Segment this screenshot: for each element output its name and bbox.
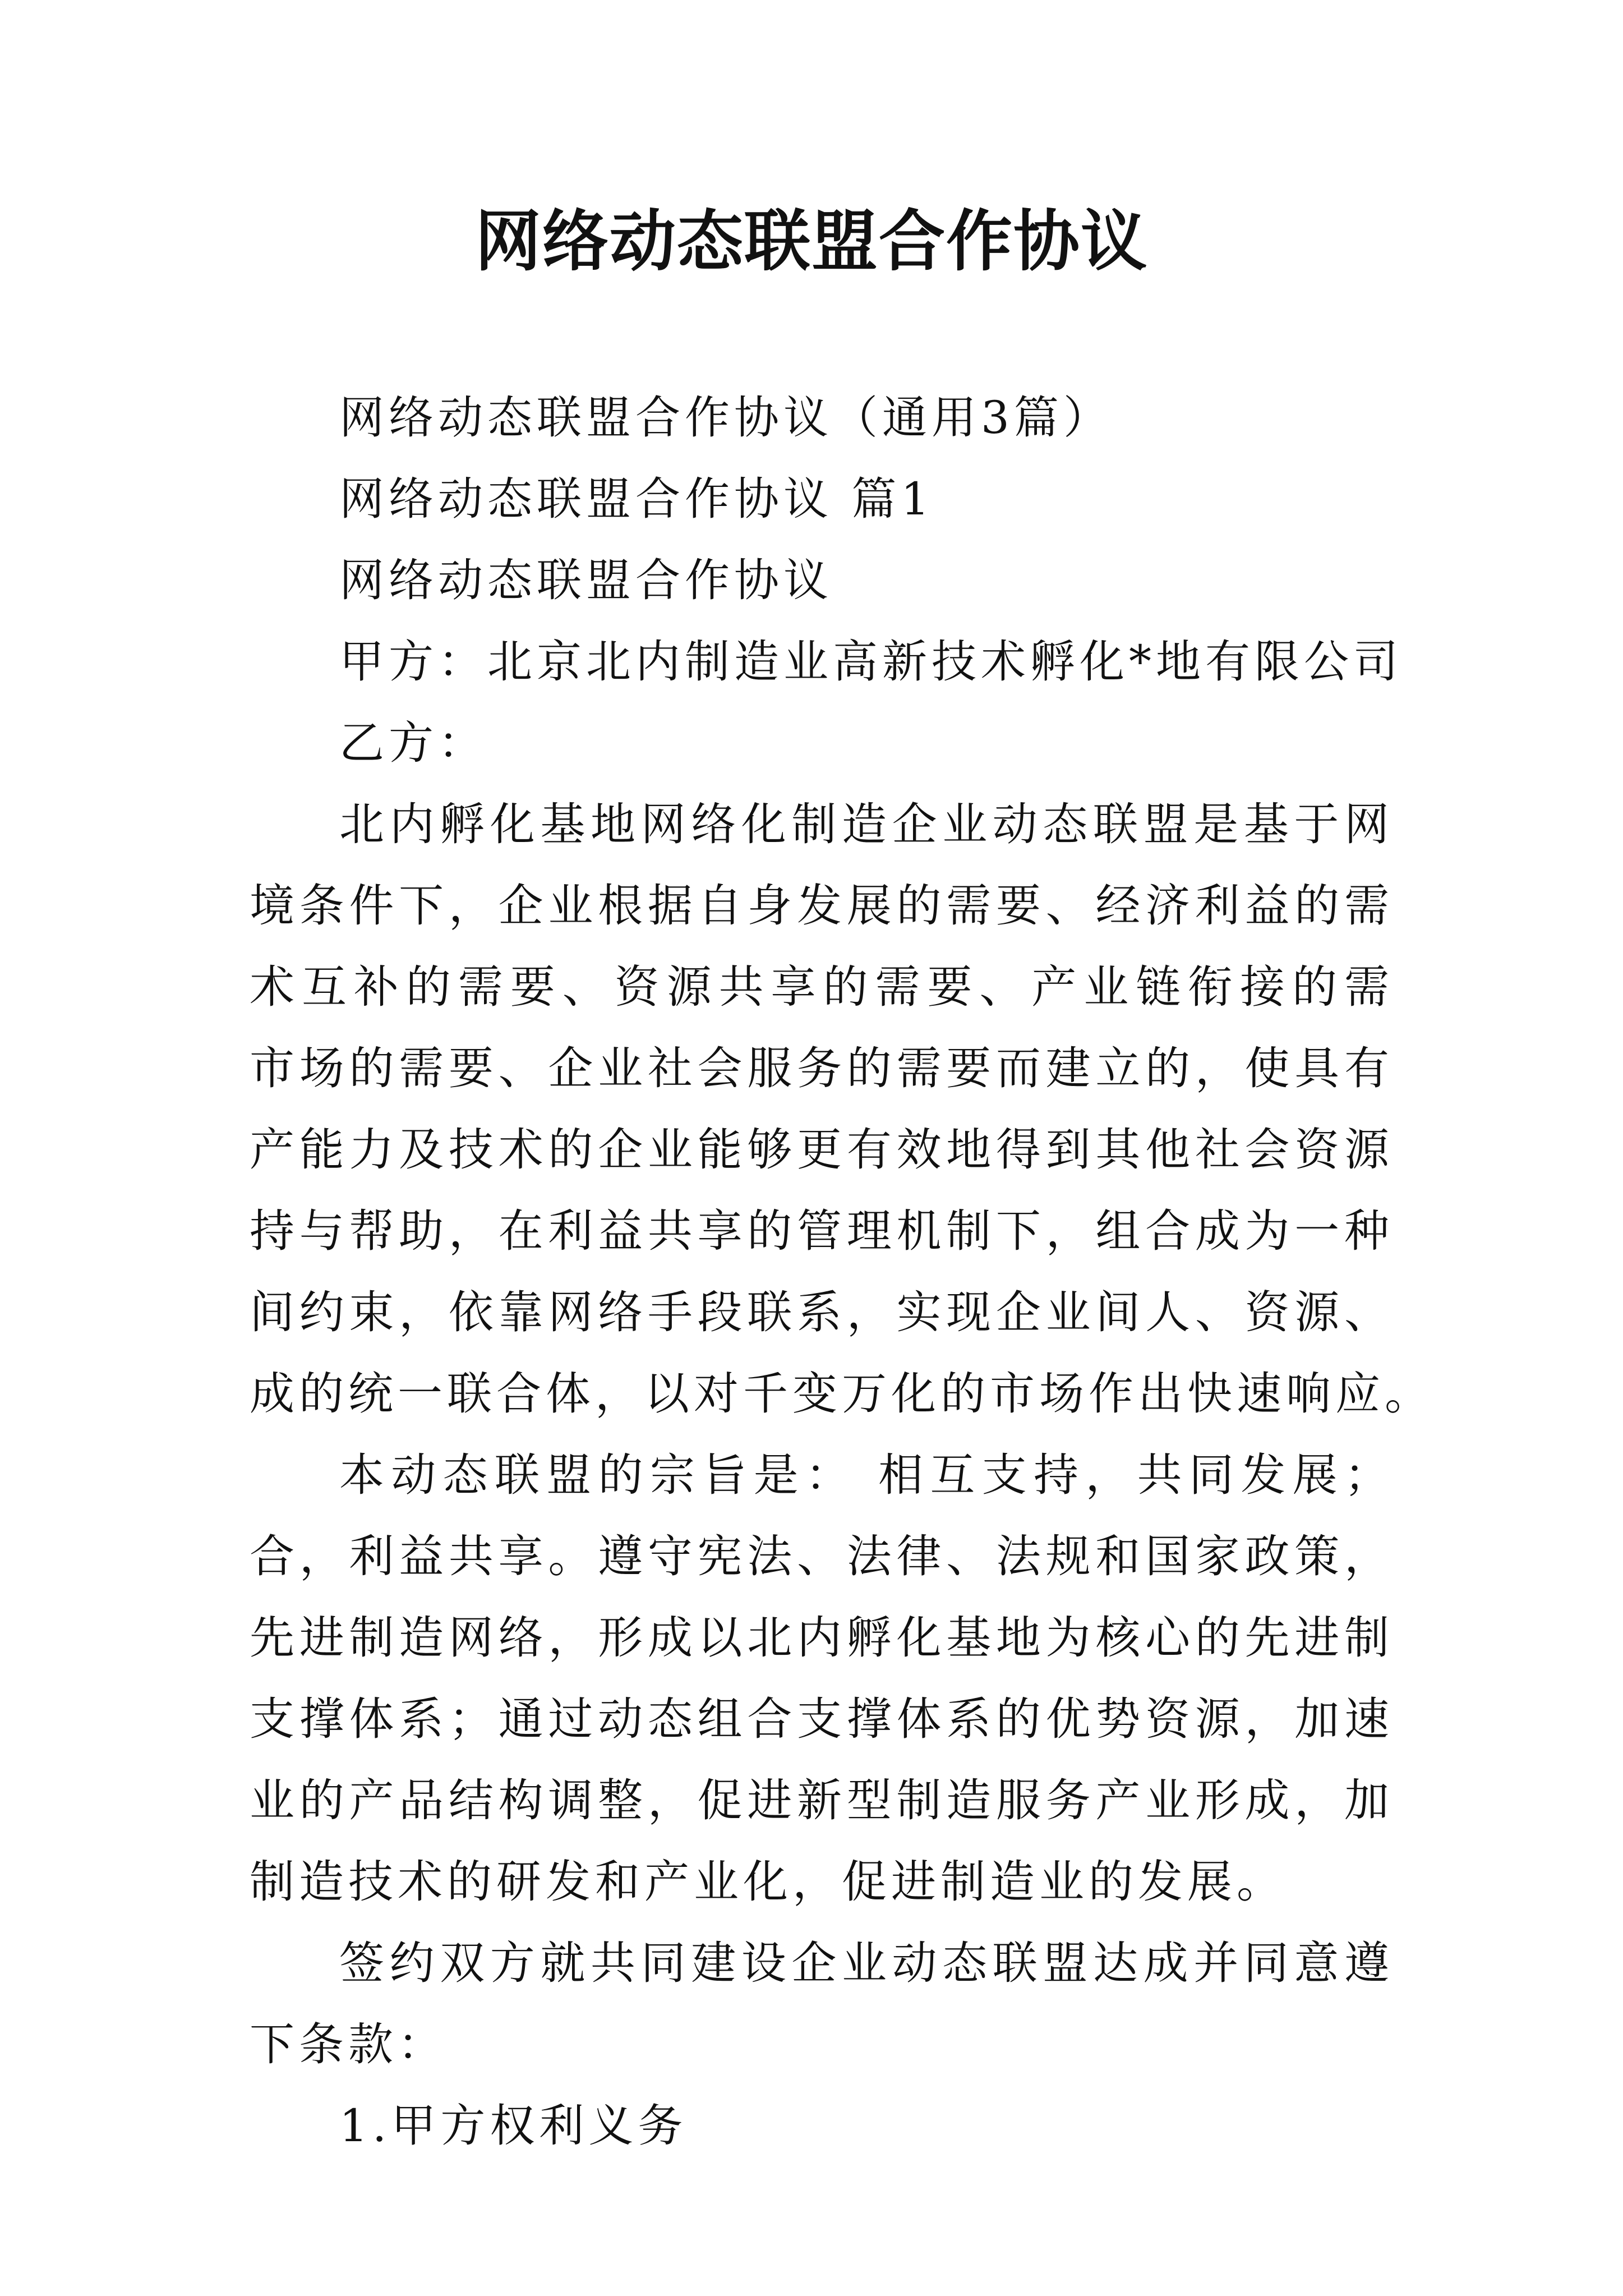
paragraph-line: 先进制造网络，形成以北内孵化基地为核心的先进制 [250, 1612, 1394, 1664]
document-title: 网络动态联盟合作协议 [474, 202, 1148, 280]
paragraph-1 [250, 784, 1434, 1434]
paragraph-line: 间约束，依靠网络手段联系，实现企业间人、资源、 [250, 1286, 1394, 1338]
document-subtitle: 网络动态联盟合作协议（通用3篇） [339, 392, 1113, 444]
document-body [250, 377, 1434, 2166]
paragraph-line: 市场的需要、企业社会服务的需要而建立的，使具有 [250, 1042, 1394, 1094]
paragraph-line: 持与帮助，在利益共享的管理机制下，组合成为一种 [250, 1205, 1394, 1257]
party-b: 乙方： [339, 717, 487, 769]
paragraph-2 [250, 1434, 1394, 1922]
paragraph-line: 下条款： [250, 2018, 447, 2070]
paragraph-line: 产能力及技术的企业能够更有效地得到其他社会资源 [250, 1124, 1394, 1176]
paragraph-line: 境条件下，企业根据自身发展的需要、经济利益的需 [250, 880, 1394, 932]
paragraph-line: 签约双方就共同建设企业动态联盟达成并同意遵 [339, 1937, 1394, 1989]
paragraph-line: 术互补的需要、资源共享的需要、产业链衔接的需 [250, 961, 1394, 1013]
agreement-name: 网络动态联盟合作协议 [339, 554, 833, 606]
paragraph-line: 合，利益共享。遵守宪法、法律、法规和国家政策， [250, 1530, 1394, 1582]
paragraph-line: 业的产品结构调整，促进新型制造服务产业形成，加 [250, 1774, 1394, 1826]
paragraph-line: 支撑体系；通过动态组合支撑体系的优势资源，加速 [250, 1693, 1394, 1745]
clause-1-heading: 1.甲方权利义务 [339, 2100, 688, 2152]
section-heading: 网络动态联盟合作协议 篇1 [339, 473, 934, 525]
paragraph-line: 北内孵化基地网络化制造企业动态联盟是基于网 [339, 798, 1394, 850]
paragraph-line: 成的统一联合体，以对千变万化的市场作出快速响应。 [250, 1368, 1434, 1420]
paragraph-3 [250, 1922, 1394, 2085]
paragraph-line: 本动态联盟的宗旨是： 相互支持，共同发展； [339, 1449, 1394, 1501]
party-a: 甲方：北京北内制造业高新技术孵化*地有限公司 [339, 636, 1403, 688]
paragraph-line: 制造技术的研发和产业化，促进制造业的发展。 [250, 1856, 1286, 1908]
